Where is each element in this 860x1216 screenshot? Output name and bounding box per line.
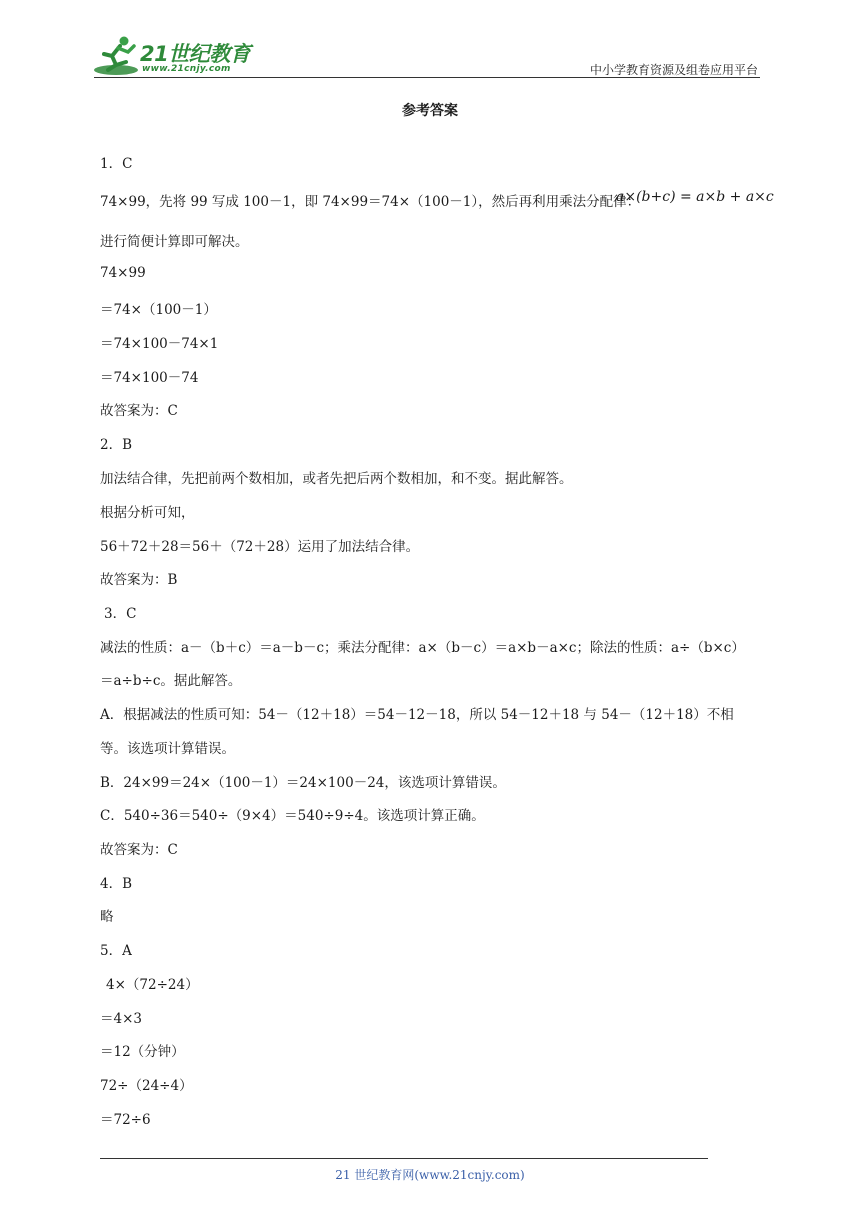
answer-5-heading: 5．A	[100, 943, 132, 959]
page-title: 参考答案	[402, 103, 458, 119]
answer-2-conclusion: 故答案为：B	[100, 572, 178, 588]
answer-3-option-a: A．根据减法的性质可知：54－（12＋18）＝54－12－18，所以 54－12＋18 与 54－（12＋18）不相	[100, 707, 734, 723]
calc-step: ＝4×3	[100, 1011, 142, 1027]
calc-step: 74×99	[100, 265, 146, 281]
page-header	[94, 30, 760, 80]
calc-step: 4×（72÷24）	[106, 977, 199, 993]
answer-1-explanation: 74×99，先将 99 写成 100－1，即 74×99＝74×（100－1），然后再利用乘法分配律：	[100, 194, 641, 210]
answer-2-analysis: 根据分析可知，	[100, 505, 195, 521]
answer-2-calc: 56＋72＋28＝56＋（72＋28）运用了加法结合律。	[100, 539, 420, 555]
answer-2-heading: 2．B	[100, 437, 133, 453]
answer-1-heading: 1．C	[100, 156, 133, 172]
logo-url: www.21cnjy.com	[142, 64, 231, 74]
distributive-law-formula: a×(b+c) = a×b + a×c	[616, 189, 774, 205]
calc-step: ＝74×100－74	[100, 370, 199, 386]
answer-3-option-c: C．540÷36＝540÷（9×4）＝540÷9÷4。该选项计算正确。	[100, 808, 485, 824]
platform-name: 中小学教育资源及组卷应用平台	[589, 63, 758, 77]
runner-logo-icon	[94, 34, 142, 78]
answer-3-explanation-cont: ＝a÷b÷c。据此解答。	[100, 673, 242, 689]
answer-2-explanation: 加法结合律，先把前两个数相加，或者先把后两个数相加，和不变。据此解答。	[100, 471, 573, 487]
calc-step: ＝72÷6	[100, 1112, 151, 1128]
logo-text: 21世纪教育	[140, 42, 251, 66]
footer-divider	[100, 1158, 708, 1159]
footer-link[interactable]: 21 世纪教育网(www.21cnjy.com)	[335, 1168, 525, 1182]
answer-1-conclusion: 故答案为：C	[100, 403, 178, 419]
answer-3-option-b: B．24×99＝24×（100－1）＝24×100－24，该选项计算错误。	[100, 775, 506, 791]
calc-step: 72÷（24÷4）	[100, 1078, 193, 1094]
header-divider	[94, 77, 760, 78]
answer-1-explanation-cont: 进行简便计算即可解决。	[100, 234, 249, 250]
answer-3-heading: 3．C	[104, 606, 137, 622]
calc-step: ＝74×100－74×1	[100, 336, 219, 352]
answer-3-explanation: 减法的性质：a－（b＋c）＝a－b－c；乘法分配律：a×（b－c）＝a×b－a×c；除法的性质：a÷（b×c）	[100, 640, 745, 656]
calc-step: ＝74×（100－1）	[100, 302, 217, 318]
answer-3-conclusion: 故答案为：C	[100, 842, 178, 858]
logo	[94, 34, 264, 78]
calc-step: ＝12（分钟）	[100, 1044, 185, 1060]
answer-4-explanation: 略	[100, 909, 114, 925]
answer-3-option-a-cont: 等。该选项计算错误。	[100, 741, 235, 757]
answer-4-heading: 4．B	[100, 876, 133, 892]
